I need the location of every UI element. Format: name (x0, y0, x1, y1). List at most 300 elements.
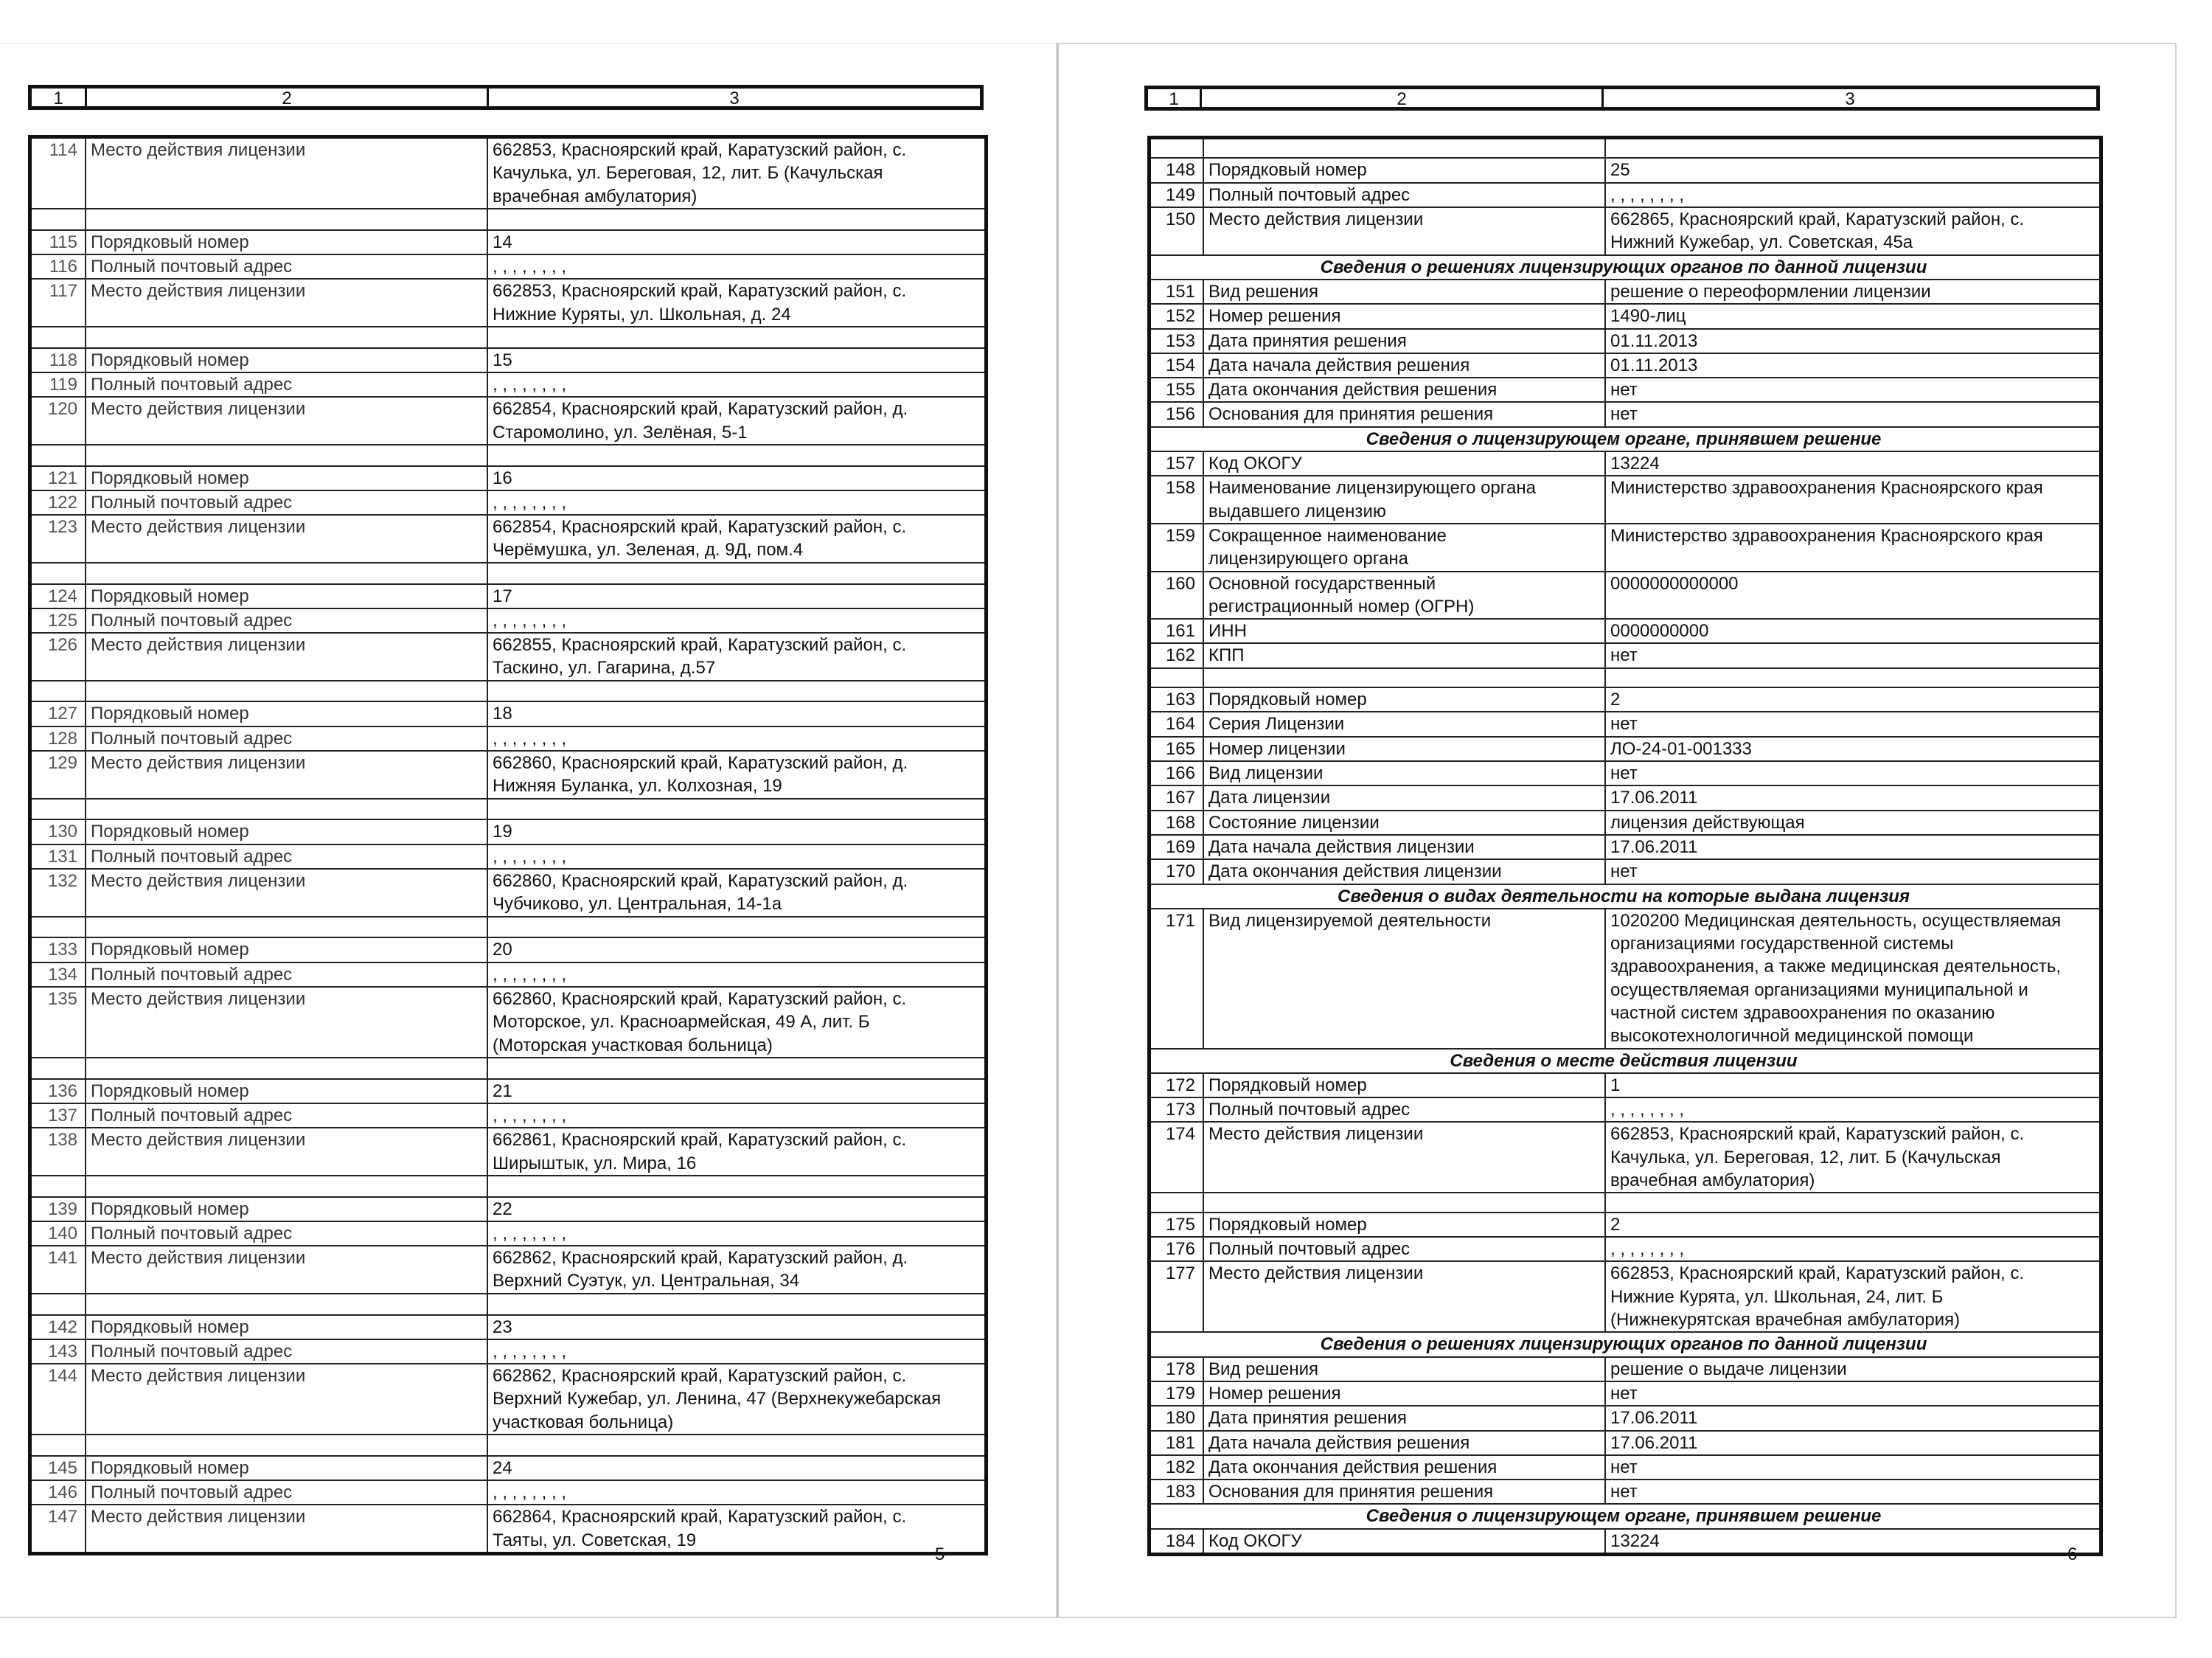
row-number: 181 (1165, 1432, 1195, 1453)
field-label: Порядковый номер (85, 1316, 487, 1339)
field-value: 25 (1604, 159, 2099, 181)
row-number: 115 (49, 232, 77, 252)
empty-cell (487, 918, 984, 937)
field-label: Дата окончания действия решения (1203, 378, 1604, 401)
table-row (32, 491, 984, 516)
field-value: 01.11.2013 (1604, 330, 2099, 353)
row-number: 175 (1165, 1214, 1195, 1235)
field-value: 17.06.2011 (1604, 786, 2099, 809)
field-label: Порядковый номер (85, 1080, 487, 1103)
field-label: Вид решения (1203, 280, 1604, 303)
field-value: 662860, Красноярский край, Каратузский район, д. Нижняя Буланка, ул. Колхозная, 19 (487, 752, 984, 798)
section-title: Сведения о месте действия лицензии (1450, 1050, 1798, 1071)
field-label: Вид лицензируемой деятельности (1203, 909, 1604, 1048)
empty-cell (487, 1435, 984, 1455)
row-number: 132 (47, 871, 77, 892)
row-number: 150 (1165, 209, 1195, 230)
empty-cell (1203, 1193, 1604, 1211)
row-number: 122 (47, 492, 77, 513)
field-value: 18 (487, 702, 984, 725)
field-value: 662853, Красноярский край, Каратузский район, с. Нижние Куряты, ул. Школьная, д. 24 (487, 280, 984, 326)
row-number: 182 (1165, 1457, 1195, 1477)
field-label: Основания для принятия решения (1203, 403, 1604, 426)
field-label: Порядковый номер (1203, 159, 1604, 181)
table-row (1151, 1456, 2099, 1480)
field-label: Дата лицензии (1203, 786, 1604, 809)
field-label: Полный почтовый адрес (85, 609, 487, 632)
field-label: Основания для принятия решения (1203, 1480, 1604, 1503)
row-number: 120 (47, 399, 77, 420)
field-value: , , , , , , , , (1604, 1098, 2099, 1121)
blank-row (32, 1435, 984, 1457)
table-row (32, 373, 984, 398)
table-row (32, 516, 984, 563)
table-row (32, 609, 984, 634)
row-number: 145 (47, 1457, 77, 1478)
section-title: Сведения о лицензирующем органе, принявшем решение (1366, 1506, 1882, 1527)
field-value: 15 (487, 349, 984, 372)
field-label: Место действия лицензии (85, 516, 487, 562)
field-label: Порядковый номер (85, 1198, 487, 1221)
table-row (1151, 738, 2099, 762)
blank-row (32, 1294, 984, 1316)
row-number: 154 (1165, 355, 1195, 375)
table-row (1151, 1530, 2099, 1553)
field-value: 662864, Красноярский край, Каратузский район, с. Таяты, ул. Советская, 19 (487, 1505, 984, 1552)
field-label: Дата принятия решения (1203, 1406, 1604, 1429)
empty-cell (85, 918, 487, 937)
blank-row (32, 918, 984, 939)
table-row (32, 870, 984, 918)
field-value: нет (1604, 1382, 2099, 1405)
table-row (1151, 688, 2099, 712)
row-number: 126 (47, 635, 77, 656)
table-row (1151, 836, 2099, 860)
field-label: Вид лицензии (1203, 762, 1604, 785)
table-row (1151, 305, 2099, 329)
table-row (1151, 330, 2099, 354)
row-number: 171 (1165, 910, 1195, 931)
table-row (32, 1505, 984, 1552)
table-row (32, 938, 984, 962)
empty-cell (487, 209, 984, 229)
table-row (1151, 476, 2099, 524)
field-label: Дата начала действия решения (1203, 1432, 1604, 1454)
empty-cell (1604, 669, 2099, 687)
row-number: 174 (1165, 1124, 1195, 1145)
row-number: 116 (49, 256, 77, 277)
empty-cell (1604, 1193, 2099, 1211)
field-label: Номер решения (1203, 305, 1604, 327)
row-number: 138 (47, 1130, 77, 1151)
field-value: 17.06.2011 (1604, 1432, 2099, 1454)
field-value: Министерство здравоохранения Красноярского края (1604, 524, 2099, 571)
field-value: 662862, Красноярский край, Каратузский район, с. Верхний Кужебар, ул. Ленина, 47 (Верхнекужебарская участковая больница) (487, 1364, 984, 1434)
row-number: 161 (1165, 621, 1195, 642)
table-row (1151, 184, 2099, 208)
empty-cell (487, 681, 984, 701)
empty-cell (85, 209, 487, 229)
field-value: 0000000000000 (1604, 572, 2099, 619)
field-label: Полный почтовый адрес (85, 963, 487, 986)
field-label: Дата окончания действия решения (1203, 1456, 1604, 1479)
section-row (1151, 1050, 2099, 1074)
field-value: , , , , , , , , (487, 609, 984, 632)
field-label: Полный почтовый адрес (85, 1481, 487, 1504)
section-title: Сведения о решениях лицензирующих органов по данной лицензии (1320, 257, 1927, 277)
field-label: Место действия лицензии (85, 752, 487, 798)
field-value: 662854, Красноярский край, Каратузский район, с. Черёмушка, ул. Зеленая, д. 9Д, пом.4 (487, 516, 984, 562)
field-value: 01.11.2013 (1604, 354, 2099, 377)
field-value: 17.06.2011 (1604, 1406, 2099, 1429)
table-row (32, 1246, 984, 1294)
field-label: Сокращенное наименование лицензирующего органа (1203, 524, 1604, 571)
field-label: Порядковый номер (85, 585, 487, 608)
row-number: 157 (1165, 454, 1195, 474)
field-value: , , , , , , , , (1604, 1238, 2099, 1260)
table-row (32, 1104, 984, 1128)
empty-cell (1203, 669, 1604, 687)
field-label: Место действия лицензии (85, 988, 487, 1057)
field-value: 21 (487, 1080, 984, 1103)
field-label: Место действия лицензии (85, 398, 487, 444)
field-label: Серия Лицензии (1203, 712, 1604, 735)
field-label: Место действия лицензии (1203, 208, 1604, 254)
empty-cell (32, 681, 85, 701)
empty-cell (85, 327, 487, 347)
blank-row (1151, 1193, 2099, 1213)
field-label: Порядковый номер (1203, 1074, 1604, 1097)
table-row (32, 1080, 984, 1104)
section-title: Сведения о решениях лицензирующих органов по данной лицензии (1320, 1334, 1927, 1355)
field-value: 16 (487, 467, 984, 490)
empty-cell (487, 563, 984, 583)
table-row (32, 139, 984, 209)
blank-row (1151, 139, 2099, 159)
empty-cell (32, 799, 85, 819)
table-row (32, 702, 984, 726)
row-number: 118 (49, 350, 77, 370)
section-row (1151, 885, 2099, 909)
field-label: Полный почтовый адрес (85, 727, 487, 750)
field-label: Порядковый номер (85, 467, 487, 490)
field-value: 662862, Красноярский край, Каратузский район, д. Верхний Суэтук, ул. Центральная, 34 (487, 1246, 984, 1293)
blank-row (32, 1176, 984, 1198)
row-number: 144 (47, 1366, 77, 1387)
empty-cell (1203, 139, 1604, 157)
table-row (32, 255, 984, 280)
empty-cell (85, 1058, 487, 1078)
row-number: 147 (47, 1507, 77, 1527)
field-label: Полный почтовый адрес (85, 255, 487, 278)
section-row (1151, 428, 2099, 452)
field-value: нет (1604, 644, 2099, 667)
field-value: 662853, Красноярский край, Каратузский район, с. Качулька, ул. Береговая, 12, лит. Б (Качульская врачебная амбулатория) (487, 139, 984, 208)
field-value: , , , , , , , , (1604, 184, 2099, 207)
field-label: Дата принятия решения (1203, 330, 1604, 353)
field-value: решение о выдаче лицензии (1604, 1358, 2099, 1381)
field-label: Полный почтовый адрес (1203, 184, 1604, 207)
row-number: 183 (1165, 1482, 1195, 1502)
row-number: 180 (1165, 1408, 1195, 1429)
field-label: Порядковый номер (85, 349, 487, 372)
empty-cell (85, 563, 487, 583)
field-value: 662855, Красноярский край, Каратузский район, с. Таскино, ул. Гагарина, д.57 (487, 634, 984, 680)
table-row (1151, 909, 2099, 1050)
blank-row (32, 445, 984, 467)
field-value: нет (1604, 403, 2099, 426)
table-row (32, 585, 984, 609)
empty-cell (85, 445, 487, 465)
empty-cell (85, 1435, 487, 1455)
field-label: Порядковый номер (85, 702, 487, 725)
left-page (0, 43, 1057, 1618)
empty-cell (85, 799, 487, 819)
section-title: Сведения о видах деятельности на которые выдана лицензия (1338, 886, 1910, 906)
row-number: 121 (47, 468, 77, 488)
row-number: 117 (49, 281, 77, 302)
row-number: 179 (1165, 1383, 1195, 1404)
empty-cell (487, 1176, 984, 1196)
table-row (32, 1222, 984, 1246)
empty-cell (32, 209, 85, 229)
table-row (1151, 1406, 2099, 1431)
field-value: 662853, Красноярский край, Каратузский район, с. Качулька, ул. Береговая, 12, лит. Б (Качульская врачебная амбулатория) (1604, 1123, 2099, 1192)
right-table (1147, 136, 2103, 1556)
field-value: 22 (487, 1198, 984, 1221)
row-number: 167 (1165, 788, 1195, 808)
page-number: 6 (2067, 1544, 2078, 1564)
field-label: Полный почтовый адрес (1203, 1238, 1604, 1260)
empty-cell (32, 1176, 85, 1196)
table-row (1151, 712, 2099, 737)
empty-cell (32, 1294, 85, 1314)
field-value: 1 (1604, 1074, 2099, 1097)
table-row (32, 1316, 984, 1340)
field-value: , , , , , , , , (487, 1340, 984, 1363)
field-label: Место действия лицензии (85, 139, 487, 208)
row-number: 159 (1165, 525, 1195, 546)
field-value: 662860, Красноярский край, Каратузский район, с. Моторское, ул. Красноармейская, 49 А, лит. Б (Моторская участковая больница) (487, 988, 984, 1057)
field-label: Место действия лицензии (1203, 1123, 1604, 1192)
table-row (1151, 1432, 2099, 1456)
field-label: Порядковый номер (85, 1457, 487, 1480)
row-number: 143 (47, 1341, 77, 1362)
table-row (32, 963, 984, 988)
table-row (1151, 354, 2099, 378)
column-header-1: 1 (1169, 89, 1179, 109)
field-value: нет (1604, 1480, 2099, 1503)
empty-cell (487, 445, 984, 465)
empty-cell (1151, 1193, 1203, 1211)
table-row (1151, 524, 2099, 572)
field-value: , , , , , , , , (487, 1222, 984, 1245)
empty-cell (487, 327, 984, 347)
table-row (1151, 1238, 2099, 1262)
field-label: Полный почтовый адрес (85, 845, 487, 868)
row-number: 165 (1165, 738, 1195, 759)
row-number: 137 (47, 1105, 77, 1125)
left-table (28, 135, 988, 1555)
table-row (1151, 644, 2099, 668)
table-row (32, 1457, 984, 1481)
blank-row (32, 799, 984, 821)
row-number: 178 (1165, 1359, 1195, 1379)
field-value: 20 (487, 938, 984, 961)
row-number: 125 (47, 610, 77, 631)
row-number: 114 (49, 140, 77, 160)
table-row (32, 727, 984, 752)
page-number: 5 (935, 1544, 945, 1564)
table-row (1151, 403, 2099, 427)
row-number: 139 (47, 1199, 77, 1219)
table-row (1151, 159, 2099, 183)
field-value: 24 (487, 1457, 984, 1480)
field-value: 17 (487, 585, 984, 608)
row-number: 136 (47, 1081, 77, 1101)
blank-row (32, 681, 984, 703)
empty-cell (32, 445, 85, 465)
field-value: 1020200 Медицинская деятельность, осуществляемая организациями государственной системы здравоохранения, а также медицинская деятельность, осуществляемая организациями муниципальной и частной систем здравоохранения по оказанию высокотехнологичной медицинской помощи (1604, 909, 2099, 1048)
row-number: 140 (47, 1223, 77, 1244)
column-header-1: 1 (53, 89, 63, 108)
row-number: 129 (47, 753, 77, 774)
table-row (1151, 1262, 2099, 1333)
column-header-2: 2 (85, 89, 487, 109)
empty-cell (32, 1435, 85, 1455)
table-row (1151, 1213, 2099, 1238)
field-value: , , , , , , , , (487, 727, 984, 750)
field-label: Дата начала действия лицензии (1203, 836, 1604, 859)
empty-cell (85, 1294, 487, 1314)
field-value: 662853, Красноярский край, Каратузский район, с. Нижние Курята, ул. Школьная, 24, лит. Б (Нижнекурятская врачебная амбулатория) (1604, 1262, 2099, 1331)
field-value: нет (1604, 378, 2099, 401)
row-number: 124 (47, 586, 77, 606)
empty-cell (1604, 139, 2099, 157)
field-value: 14 (487, 231, 984, 254)
field-label: Место действия лицензии (1203, 1262, 1604, 1331)
section-row (1151, 256, 2099, 280)
row-number: 170 (1165, 861, 1195, 882)
field-value: 13224 (1604, 452, 2099, 475)
row-number: 152 (1165, 306, 1195, 327)
field-value: 0000000000 (1604, 620, 2099, 642)
row-number: 141 (47, 1248, 77, 1269)
table-row (1151, 378, 2099, 403)
row-number: 135 (47, 988, 77, 1009)
empty-cell (487, 1058, 984, 1078)
field-value: , , , , , , , , (487, 373, 984, 396)
table-row (32, 634, 984, 681)
row-number: 127 (47, 704, 77, 724)
row-number: 158 (1165, 478, 1195, 499)
field-label: Номер лицензии (1203, 738, 1604, 760)
field-label: Полный почтовый адрес (1203, 1098, 1604, 1121)
table-row (1151, 620, 2099, 644)
table-row (32, 467, 984, 491)
section-title: Сведения о лицензирующем органе, принявшем решение (1366, 429, 1882, 449)
row-number: 146 (47, 1482, 77, 1503)
column-header-2: 2 (1200, 89, 1601, 110)
row-number: 155 (1165, 380, 1195, 400)
field-label: Код ОКОГУ (1203, 1530, 1604, 1553)
table-row (1151, 786, 2099, 811)
row-number: 166 (1165, 763, 1195, 784)
row-number: 176 (1165, 1239, 1195, 1260)
field-value: 662865, Красноярский край, Каратузский район, с. Нижний Кужебар, ул. Советская, 45а (1604, 208, 2099, 254)
row-number: 151 (1165, 281, 1195, 302)
field-label: Порядковый номер (1203, 1213, 1604, 1236)
table-row (32, 988, 984, 1058)
field-label: Место действия лицензии (85, 280, 487, 326)
table-row (32, 231, 984, 255)
field-value: , , , , , , , , (487, 1481, 984, 1504)
row-number: 130 (47, 822, 77, 842)
row-number: 160 (1165, 573, 1195, 594)
field-label: Полный почтовый адрес (85, 491, 487, 514)
field-value: 662860, Красноярский край, Каратузский район, д. Чубчиково, ул. Центральная, 14-1а (487, 870, 984, 916)
field-value: , , , , , , , , (487, 845, 984, 868)
table-row (32, 1364, 984, 1435)
field-label: Место действия лицензии (85, 1505, 487, 1552)
field-label: Порядковый номер (85, 231, 487, 254)
column-header-3: 3 (487, 89, 980, 109)
field-label: ИНН (1203, 620, 1604, 642)
empty-cell (32, 563, 85, 583)
field-value: , , , , , , , , (487, 963, 984, 986)
table-row (1151, 280, 2099, 305)
field-label: Полный почтовый адрес (85, 1340, 487, 1363)
field-label: Состояние лицензии (1203, 811, 1604, 834)
row-number: 148 (1165, 160, 1195, 181)
field-label: Основной государственный регистрационный номер (ОГРН) (1203, 572, 1604, 619)
field-value: , , , , , , , , (487, 1104, 984, 1127)
table-row (1151, 762, 2099, 786)
field-value: нет (1604, 1456, 2099, 1479)
table-row (32, 280, 984, 327)
table-row (32, 1128, 984, 1176)
row-number: 168 (1165, 812, 1195, 833)
field-label: КПП (1203, 644, 1604, 667)
row-number: 123 (47, 517, 77, 538)
row-number: 169 (1165, 836, 1195, 857)
table-row (1151, 1098, 2099, 1123)
field-label: Код ОКОГУ (1203, 452, 1604, 475)
field-label: Дата начала действия решения (1203, 354, 1604, 377)
field-value: 13224 (1604, 1530, 2099, 1553)
table-row (1151, 811, 2099, 836)
table-row (32, 1198, 984, 1222)
empty-cell (32, 327, 85, 347)
column-header-3: 3 (1601, 89, 2096, 110)
field-value: решение о переоформлении лицензии (1604, 280, 2099, 303)
row-number: 163 (1165, 690, 1195, 710)
table-row (32, 349, 984, 373)
field-value: нет (1604, 712, 2099, 735)
row-number: 128 (47, 728, 77, 749)
table-row (1151, 860, 2099, 884)
field-label: Место действия лицензии (85, 1364, 487, 1434)
blank-row (32, 327, 984, 349)
table-row (1151, 1358, 2099, 1382)
field-label: Полный почтовый адрес (85, 373, 487, 396)
field-value: , , , , , , , , (487, 255, 984, 278)
field-value: 23 (487, 1316, 984, 1339)
field-value: лицензия действующая (1604, 811, 2099, 834)
table-row (1151, 572, 2099, 620)
empty-cell (1151, 139, 1203, 157)
field-label: Полный почтовый адрес (85, 1104, 487, 1127)
